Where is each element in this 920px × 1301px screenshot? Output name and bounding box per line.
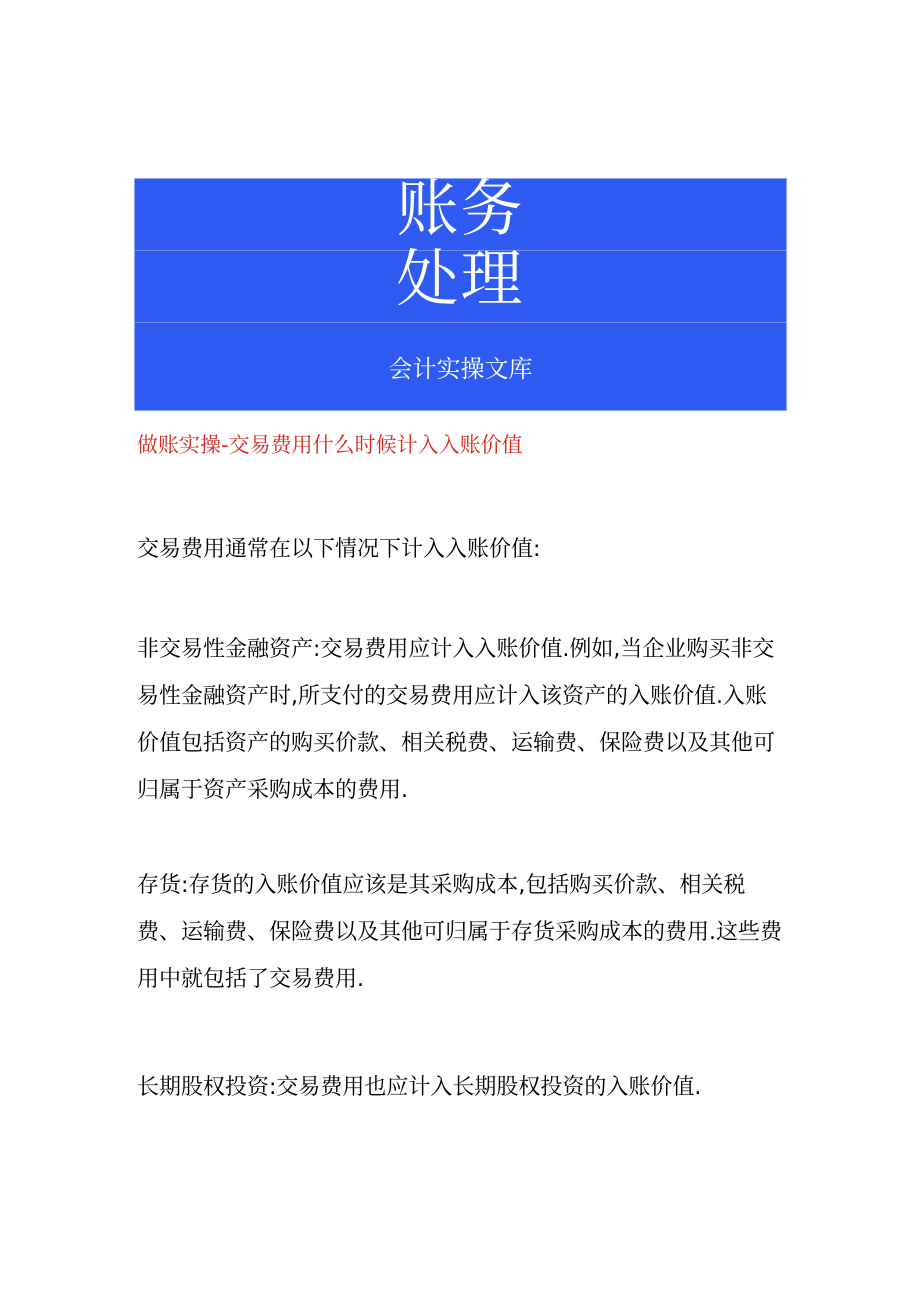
banner-subtitle: 会计实操文库 [388,355,533,383]
paragraph-equity-investment: 长期股权投资:交易费用也应计入长期股权投资的入账价值. [137,1075,702,1100]
banner-title-line1: 账务 [396,172,525,245]
document-title: 做账实操-交易费用什么时候计入入账价值 [137,433,523,457]
paragraph-financial-assets: 非交易性金融资产:交易费用应计入入账价值.例如,当企业购买非交易性金融资产时,所支付的交易费用应计入该资产的入账价值.入账价值包括资产的购买价款、相关税费、运输费、保险费以及其他可归属于资产采购成本的费用. [137,637,776,803]
banner-divider [135,322,786,323]
paragraph-intro: 交易费用通常在以下情况下计入入账价值: [137,537,541,562]
banner-title-line2: 处理 [396,242,525,315]
paragraph-inventory: 存货:存货的入账价值应该是其采购成本,包括购买价款、相关税费、运输费、保险费以及其他可归属于存货采购成本的费用.这些费用中就包括了交易费用. [137,873,782,992]
